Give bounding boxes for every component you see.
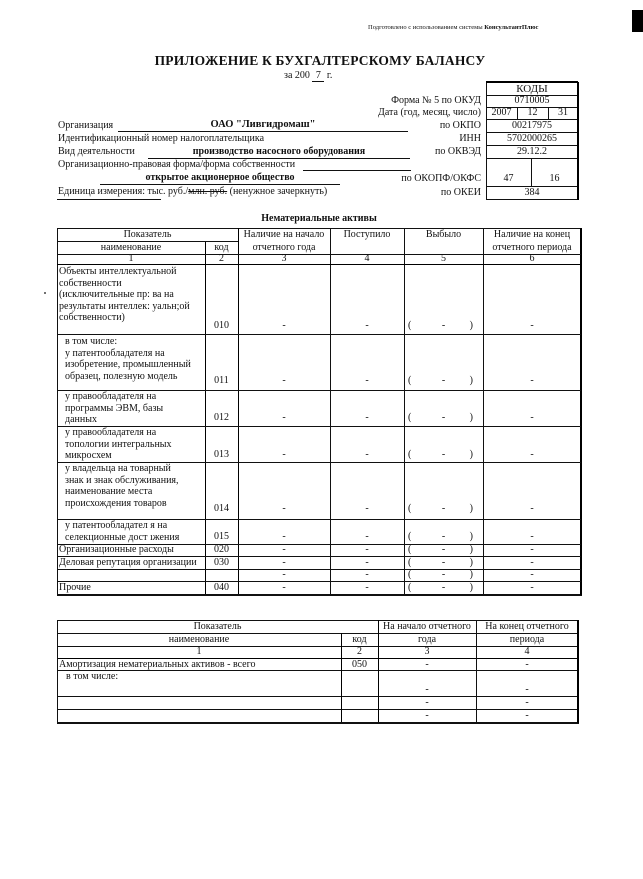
row-code: 010 xyxy=(214,320,229,331)
row-code: 013 xyxy=(214,449,229,460)
col-indicator-header: Показатель xyxy=(123,229,172,240)
date-month: 12 xyxy=(527,107,538,118)
row-start-value: - xyxy=(282,412,286,423)
disposed-dash: - xyxy=(441,375,446,386)
row-name xyxy=(65,463,179,509)
t2-col-start-header-2: года xyxy=(417,634,437,645)
row-name: в том числе: xyxy=(66,671,119,682)
row-received-value: - xyxy=(365,569,369,580)
inn-label: ИНН xyxy=(459,133,481,144)
row-disposed-value: ( - ) xyxy=(408,375,473,386)
disposed-dash: - xyxy=(441,503,446,514)
row-start-value: - xyxy=(282,320,286,331)
codes-title: КОДЫ xyxy=(516,83,548,95)
okpo-value: 00217975 xyxy=(512,120,552,131)
row-end-value: - xyxy=(530,531,534,542)
year-digit: 7 xyxy=(312,71,324,82)
t2-col-end-header-2: периода xyxy=(509,634,545,645)
t2-col-start-header: На начало отчетного xyxy=(383,621,471,632)
row-received-value: - xyxy=(365,503,369,514)
row-end-value: - xyxy=(525,697,529,708)
col-num-5: 5 xyxy=(441,253,446,264)
row-name-line: микросхем xyxy=(65,450,112,462)
row-end-value: - xyxy=(525,659,529,670)
col-received-header: Поступило xyxy=(343,229,391,240)
row-code: 050 xyxy=(352,659,367,670)
row-name-line: у правообладателя на xyxy=(65,391,157,402)
row-received-value: - xyxy=(365,531,369,542)
report-year xyxy=(284,70,332,82)
row-code: 020 xyxy=(214,544,229,555)
disposed-dash: - xyxy=(441,412,446,423)
disposed-dash: - xyxy=(441,582,446,593)
col-num-4: 4 xyxy=(364,253,370,264)
row-name xyxy=(59,266,190,324)
row-start-value: - xyxy=(425,659,429,670)
row-name-line: у владельца на товарный xyxy=(65,463,171,474)
row-name-line: знак и знак обслуживания, xyxy=(65,474,179,486)
unit-line xyxy=(58,186,327,198)
row-start-value: - xyxy=(282,375,286,386)
col-start-header-2: отчетного года xyxy=(252,242,316,253)
unit-struck: млн. руб. xyxy=(188,186,228,197)
row-name-line: у патентообладател я на xyxy=(65,520,168,531)
scan-edge-mark xyxy=(632,10,643,32)
row-name-line: у правообладателя на xyxy=(65,427,157,438)
disposed-dash: - xyxy=(441,544,446,555)
row-received-value: - xyxy=(365,375,369,386)
t2-col-num-2: 2 xyxy=(357,646,362,657)
row-name: Прочие xyxy=(59,582,91,593)
row-end-value: - xyxy=(530,320,534,331)
okved-value: 29.12.2 xyxy=(517,146,547,157)
watermark-brand: КонсультантПлюс xyxy=(484,24,539,31)
form-value: открытое акционерное общество xyxy=(145,172,295,183)
row-start-value: - xyxy=(282,569,286,580)
date-day: 31 xyxy=(558,107,568,118)
row-received-value: - xyxy=(365,544,369,555)
row-end-value: - xyxy=(530,412,534,423)
page-title: ПРИЛОЖЕНИЕ К БУХГАЛТЕРСКОМУ БАЛАНСУ xyxy=(154,53,486,68)
col-end-header-2: отчетного периода xyxy=(492,242,572,253)
row-code: 030 xyxy=(214,557,229,568)
row-start-value: - xyxy=(425,710,429,721)
row-start-value: - xyxy=(282,503,286,514)
row-disposed-value: ( - ) xyxy=(408,582,473,593)
watermark xyxy=(368,22,538,34)
row-received-value: - xyxy=(365,412,369,423)
row-code: 015 xyxy=(214,531,229,542)
row-name-line: данных xyxy=(65,414,97,426)
row-disposed-value: ( - ) xyxy=(408,557,473,568)
row-end-value: - xyxy=(525,710,529,721)
inn-text-label: Идентификационный номер налогоплательщика xyxy=(58,133,265,144)
row-start-value: - xyxy=(282,531,286,542)
date-label: Дата (год, месяц, число) xyxy=(378,107,481,118)
okved-label: по ОКВЭД xyxy=(435,146,481,157)
row-end-value: - xyxy=(530,544,534,555)
row-disposed-value: ( - ) xyxy=(408,503,473,514)
row-name: Деловая репутация организации xyxy=(59,557,197,568)
unit-note: (ненужное зачеркнуть) xyxy=(229,186,328,197)
row-end-value: - xyxy=(530,503,534,514)
col-disposed-header: Выбыло xyxy=(425,229,462,240)
t2-col-num-3: 3 xyxy=(424,646,430,657)
col-num-3: 3 xyxy=(281,253,287,264)
disposed-dash: - xyxy=(441,569,446,580)
row-name-line: образец, полезную модель xyxy=(65,370,178,382)
row-received-value: - xyxy=(365,449,369,460)
row-start-value: - xyxy=(282,544,286,555)
row-end-value: - xyxy=(530,449,534,460)
row-disposed-value: ( - ) xyxy=(408,412,473,423)
org-label: Организация xyxy=(58,120,114,131)
row-name-line: результаты интеллек: уальн;ой xyxy=(59,300,190,312)
disposed-dash: - xyxy=(441,531,446,542)
row-end-value: - xyxy=(525,684,529,695)
row-end-value: - xyxy=(530,582,534,593)
year-prefix: за 200 xyxy=(284,70,310,81)
row-disposed-value: ( - ) xyxy=(408,531,473,542)
row-code: 012 xyxy=(214,412,229,423)
disposed-dash: - xyxy=(441,449,446,460)
row-name-line: наименование места xyxy=(65,486,153,498)
t2-col-indicator-header: Показатель xyxy=(193,621,242,632)
row-name-line: Объекты интеллектуальной xyxy=(59,266,177,277)
row-end-value: - xyxy=(530,375,534,386)
col-name-header: наименование xyxy=(100,242,162,253)
row-received-value: - xyxy=(365,320,369,331)
col-num-1: 1 xyxy=(128,253,134,264)
col-num-6: 6 xyxy=(529,253,535,264)
row-received-value: - xyxy=(365,582,369,593)
row-end-value: - xyxy=(530,557,534,568)
row-start-value: - xyxy=(282,449,286,460)
row-end-value: - xyxy=(530,569,534,580)
row-name xyxy=(65,391,163,426)
inn-value: 5702000265 xyxy=(507,133,557,144)
date-year: 2007 xyxy=(491,107,512,118)
okopf-label: по ОКОПФ/ОКФС xyxy=(401,173,481,184)
row-name-line: (исключительные пр: ва на xyxy=(59,289,174,301)
scan-mark xyxy=(44,292,46,294)
row-code: 014 xyxy=(214,503,229,514)
row-disposed-value: ( - ) xyxy=(408,449,473,460)
col-start-header: Наличие на начало xyxy=(243,229,325,240)
t2-col-code-header: код xyxy=(352,634,367,645)
row-start-value: - xyxy=(282,582,286,593)
watermark-text: Подготовлено с использованием системы xyxy=(368,24,483,31)
row-name-line: собственности xyxy=(59,277,122,289)
row-name xyxy=(65,520,179,543)
t2-col-end-header: На конец отчетного xyxy=(485,621,569,632)
row-code: 011 xyxy=(214,375,229,386)
col-end-header: Наличие на конец xyxy=(493,229,571,240)
disposed-dash: - xyxy=(441,320,446,331)
row-name-line: собственности) xyxy=(59,312,125,324)
row-name-line: программы ЭВМ, базы xyxy=(65,402,164,414)
row-disposed-value: ( - ) xyxy=(408,544,473,555)
row-disposed-value: ( - ) xyxy=(408,320,473,331)
activity-value: производство насосного оборудования xyxy=(192,146,366,157)
row-name xyxy=(65,336,191,382)
activity-label: Вид деятельности xyxy=(58,146,135,157)
okopf-value: 47 xyxy=(503,173,514,184)
disposed-dash: - xyxy=(441,557,446,568)
row-start-value: - xyxy=(282,557,286,568)
okei-label: по ОКЕИ xyxy=(440,187,481,198)
row-received-value: - xyxy=(365,557,369,568)
unit-label: Единица измерения: тыс. руб./ xyxy=(58,186,189,197)
t2-col-num-4: 4 xyxy=(524,646,530,657)
t2-col-name-header: наименование xyxy=(168,634,230,645)
row-name-line: в том числе: xyxy=(65,336,118,347)
row-name-line: топологии интегральных xyxy=(65,438,172,450)
row-name xyxy=(65,427,172,462)
row-name-line: селекционные дост ıжения xyxy=(65,531,180,543)
row-name-line: происхождения товаров xyxy=(65,497,167,509)
row-name: Организационные расходы xyxy=(59,544,174,555)
okud-label: Форма № 5 по ОКУД xyxy=(391,95,481,106)
org-name: ОАО "Ливгидромаш" xyxy=(210,119,316,130)
col-num-2: 2 xyxy=(219,253,224,264)
t2-col-num-1: 1 xyxy=(196,646,202,657)
row-name-line: у патентообладателя на xyxy=(65,347,165,359)
okfs-value: 16 xyxy=(549,173,560,184)
table1-caption: Нематериальные активы xyxy=(261,213,377,224)
okud-value: 0710005 xyxy=(514,95,550,106)
okpo-label: по ОКПО xyxy=(439,120,481,131)
okei-value: 384 xyxy=(524,187,540,198)
year-suffix: г. xyxy=(326,70,333,81)
row-name-line: изобретение, промышленный xyxy=(65,359,191,371)
row-start-value: - xyxy=(425,684,429,695)
row-name: Амортизация нематериальных активов - всего xyxy=(59,659,256,670)
form-label: Организационно-правовая форма/форма собственности xyxy=(58,159,296,170)
row-code: 040 xyxy=(214,582,229,593)
col-code-header: код xyxy=(214,242,229,253)
row-disposed-value: ( - ) xyxy=(408,569,473,580)
row-start-value: - xyxy=(425,697,429,708)
